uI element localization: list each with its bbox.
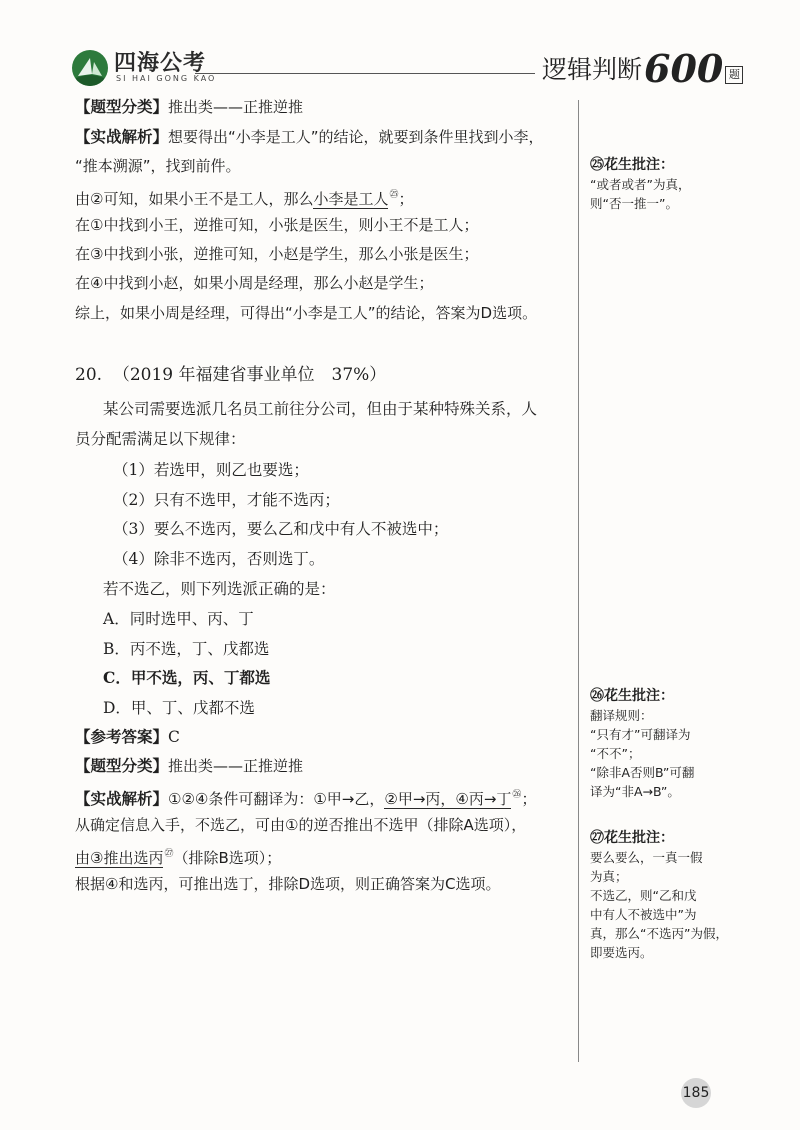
prev-step1-underlined: 小李是工人 bbox=[313, 190, 389, 208]
prev-type-line bbox=[75, 96, 303, 118]
side-note-line: 中有人不被选中”为 bbox=[590, 907, 697, 922]
side-note-line: 为真； bbox=[590, 869, 628, 884]
side-note-line: 真，那么“不选丙”为假， bbox=[590, 926, 728, 941]
side-note-title: ㉗花生批注： bbox=[590, 830, 674, 846]
prev-step1 bbox=[75, 184, 414, 210]
side-note-title: ㉖花生批注： bbox=[590, 688, 674, 704]
note-marker-26: ㉖ bbox=[512, 790, 522, 800]
answer-type-value: 推出类——正推逆推 bbox=[168, 757, 304, 775]
answer-analysis-text2: 从确定信息入手，不选乙，可由①的逆否推出不选甲（排除A选项）， bbox=[75, 816, 527, 834]
question-stem-line2 bbox=[75, 428, 246, 450]
answer-analysis-underlined2: 由③推出选丙 bbox=[75, 849, 164, 867]
logo-subtitle: SI HAI GONG KAO bbox=[116, 74, 217, 83]
answer-type-label: 【题型分类】 bbox=[75, 756, 169, 775]
side-note-line: “或者或者”为真， bbox=[590, 177, 691, 192]
logo-icon bbox=[72, 50, 108, 86]
book-title bbox=[542, 46, 743, 91]
prev-analysis-text1: 想要得出“小李是工人”的结论，就要到条件里找到小李， bbox=[168, 128, 544, 146]
answer-value: C bbox=[168, 728, 180, 746]
prev-analysis-line1 bbox=[75, 126, 544, 148]
answer-analysis-line4 bbox=[75, 873, 500, 895]
option-b: B．丙不选，丁、戊都选 bbox=[103, 640, 270, 658]
prev-step4-text: 在④中找到小赵，如果小周是经理，那么小赵是学生； bbox=[75, 274, 434, 292]
prev-step4 bbox=[75, 272, 433, 294]
prev-step1-pre: 由②可知，如果小王不是工人，那么 bbox=[75, 190, 314, 208]
rule-4: （4）除非不选丙，否则选丁。 bbox=[113, 550, 325, 568]
prev-analysis-label: 【实战解析】 bbox=[75, 127, 169, 146]
note-marker-27: ㉗ bbox=[164, 849, 174, 859]
option-d: D．甲、丁、戊都不选 bbox=[103, 699, 255, 717]
side-note-line: 即要选丙。 bbox=[590, 945, 653, 960]
side-note-line: “只有才”可翻译为 bbox=[590, 727, 691, 742]
answer-analysis-text4: 根据④和选丙，可推出选丁，排除D选项，则正确答案为C选项。 bbox=[75, 875, 501, 893]
answer-analysis-post3: （排除B选项）； bbox=[173, 849, 282, 867]
answer-analysis-label: 【实战解析】 bbox=[75, 789, 169, 808]
rule-2: （2）只有不选甲，才能不选丙； bbox=[113, 491, 340, 509]
question-header bbox=[75, 364, 386, 386]
prev-step1-post: ； bbox=[398, 190, 414, 208]
answer-analysis-pre: ①②④条件可翻译为：①甲→乙， bbox=[168, 790, 385, 808]
prev-step2-text: 在①中找到小王，逆推可知，小张是医生，则小王不是工人； bbox=[75, 216, 479, 234]
margin-divider bbox=[578, 100, 579, 1062]
question-ask: 若不选乙，则下列选派正确的是： bbox=[103, 580, 336, 598]
rule-1: （1）若选甲，则乙也要选； bbox=[113, 461, 309, 479]
answer-analysis-post: ； bbox=[521, 790, 537, 808]
side-note-line: “除非A否则B”可翻 bbox=[590, 765, 695, 780]
page-number: 185 bbox=[681, 1078, 711, 1108]
question-number: 20. bbox=[75, 365, 103, 385]
question-stem-text2: 员分配需满足以下规律： bbox=[75, 430, 246, 448]
prev-conclusion-text: 综上，如果小周是经理，可得出“小李是工人”的结论，答案为D选项。 bbox=[75, 304, 538, 322]
answer-label: 【参考答案】 bbox=[75, 727, 169, 746]
prev-type-label: 【题型分类】 bbox=[75, 97, 169, 116]
side-note-27 bbox=[590, 828, 740, 962]
prev-analysis-line2 bbox=[75, 155, 241, 177]
side-note-title: ㉕花生批注： bbox=[590, 157, 674, 173]
option-a: A．同时选甲、丙、丁 bbox=[103, 610, 254, 628]
logo-text: 四海公考 bbox=[114, 51, 207, 76]
side-note-line: 则“否一推一”。 bbox=[590, 196, 678, 211]
side-note-26 bbox=[590, 686, 740, 801]
answer-analysis-line3 bbox=[75, 843, 281, 869]
prev-analysis-text2: “推本溯源”，找到前件。 bbox=[75, 157, 241, 175]
prev-step3-text: 在③中找到小张，逆推可知，小赵是学生，那么小张是医生； bbox=[75, 245, 479, 263]
prev-conclusion bbox=[75, 302, 537, 324]
note-marker-25: ㉕ bbox=[389, 190, 399, 200]
book-title-number: 600 bbox=[644, 46, 724, 91]
answer-analysis-line2 bbox=[75, 814, 526, 836]
prev-step2 bbox=[75, 214, 478, 236]
side-note-line: 不选乙，则“乙和戊 bbox=[590, 888, 697, 903]
side-note-line: 翻译规则： bbox=[590, 708, 653, 723]
side-note-25 bbox=[590, 155, 740, 213]
prev-type-value: 推出类——正推逆推 bbox=[168, 98, 304, 116]
side-note-line: 译为“非A→B”。 bbox=[590, 784, 680, 799]
answer-analysis-underlined: ②甲→丙，④丙→丁 bbox=[384, 790, 512, 808]
book-title-text: 逻辑判断 bbox=[542, 55, 643, 84]
answer-type-line bbox=[75, 755, 303, 777]
page-header bbox=[0, 0, 800, 90]
option-c: C．甲不选，丙、丁都选 bbox=[103, 668, 271, 687]
answer-analysis-line1 bbox=[75, 784, 536, 810]
book-title-unit: 题 bbox=[725, 66, 743, 84]
answer-line bbox=[75, 726, 180, 748]
header-divider bbox=[195, 73, 535, 74]
question-source: （2019 年福建省事业单位 37%） bbox=[112, 365, 387, 385]
question-stem-text1: 某公司需要选派几名员工前往分公司，但由于某种特殊关系，人 bbox=[103, 400, 538, 418]
side-note-line: 要么要么，一真一假 bbox=[590, 850, 703, 865]
prev-step3 bbox=[75, 243, 478, 265]
rule-3: （3）要么不选丙，要么乙和戊中有人不被选中； bbox=[113, 520, 449, 538]
side-note-line: “不不”； bbox=[590, 746, 641, 761]
question-stem-line1 bbox=[103, 398, 537, 420]
